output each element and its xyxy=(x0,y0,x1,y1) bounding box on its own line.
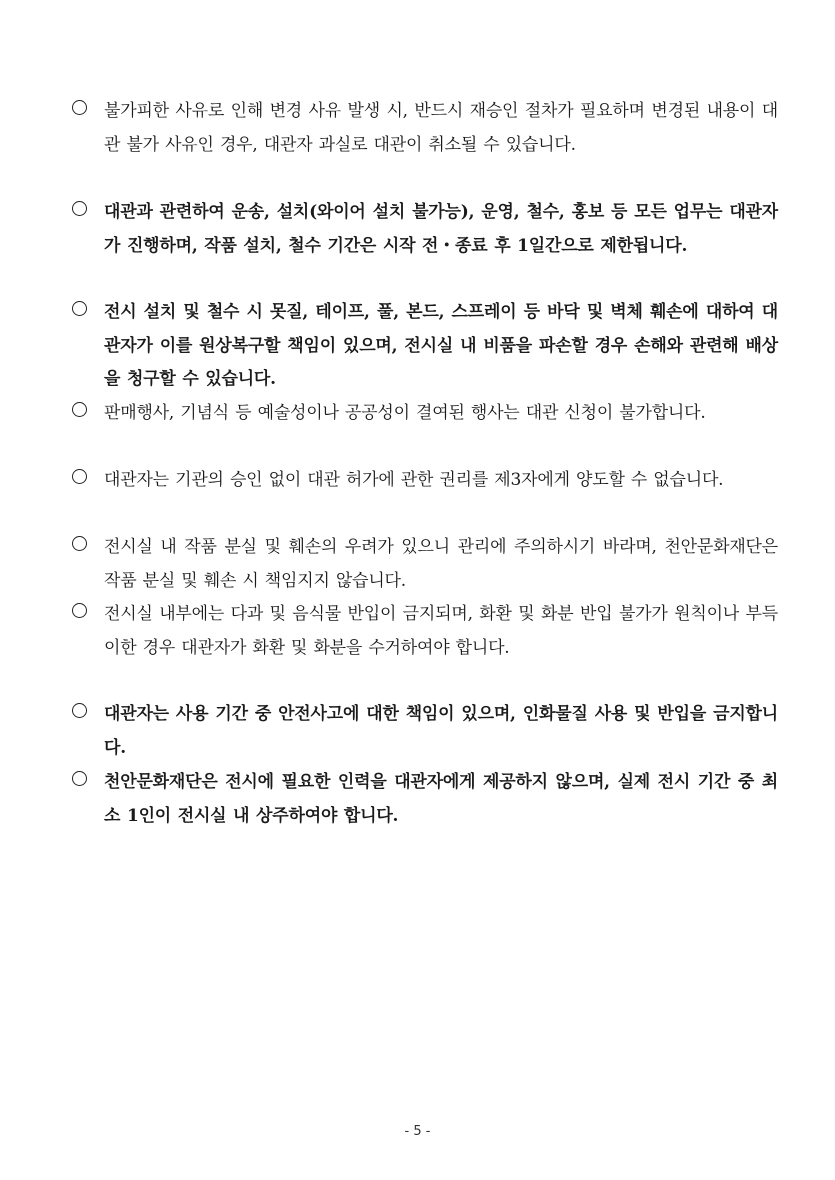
circle-bullet-icon xyxy=(72,603,87,618)
circle-bullet-icon xyxy=(72,771,87,786)
circle-bullet-icon xyxy=(72,301,87,316)
page-number: - 5 - xyxy=(404,1124,431,1139)
item-text: 전시실 내 작품 분실 및 훼손의 우려가 있으니 관리에 주의하시기 바라며, 천안문화재단은 작품 분실 및 훼손 시 책임지지 않습니다. xyxy=(104,537,778,591)
item-text: 대관자는 사용 기간 중 안전사고에 대한 책임이 있으며, 인화물질 사용 및 반입을 금지합니다. xyxy=(104,704,778,758)
circle-bullet-icon xyxy=(72,703,87,718)
circle-bullet-icon xyxy=(72,402,87,417)
circle-bullet-icon xyxy=(72,100,87,115)
circle-bullet-icon xyxy=(72,201,87,216)
item-text: 천안문화재단은 전시에 필요한 인력을 대관자에게 제공하지 않으며, 실제 전시 기간 중 최소 1인이 전시실 내 상주하여야 합니다. xyxy=(104,772,778,826)
circle-bullet-icon xyxy=(72,469,87,484)
item-text: 판매행사, 기념식 등 예술성이나 공공성이 결여된 행사는 대관 신청이 불가합니다. xyxy=(104,403,706,423)
item-text: 전시실 내부에는 다과 및 음식물 반입이 금지되며, 화환 및 화분 반입 불가가 원칙이나 부득이한 경우 대관자가 화환 및 화분을 수거하여야 합니다. xyxy=(104,604,778,658)
item-text: 전시 설치 및 철수 시 못질, 테이프, 풀, 본드, 스프레이 등 바닥 및 벽체 훼손에 대하여 대관자가 이를 원상복구할 책임이 있으며, 전시실 내 비품을 파손할 경우 손해와 관련해 배상을 청구할 수 있습니다. xyxy=(104,302,778,389)
item-text: 불가피한 사유로 인해 변경 사유 발생 시, 반드시 재승인 절차가 필요하며 변경된 내용이 대관 불가 사유인 경우, 대관자 과실로 대관이 취소될 수 있습니다. xyxy=(104,101,778,155)
item-text: 대관과 관련하여 운송, 설치(와이어 설치 불가능), 운영, 철수, 홍보 등 모든 업무는 대관자가 진행하며, 작품 설치, 철수 기간은 시작 전・종료 후 1일간으로 제한됩니다. xyxy=(104,202,778,256)
circle-bullet-icon xyxy=(72,536,87,551)
item-text: 대관자는 기관의 승인 없이 대관 허가에 관한 권리를 제3자에게 양도할 수 없습니다. xyxy=(104,470,724,490)
